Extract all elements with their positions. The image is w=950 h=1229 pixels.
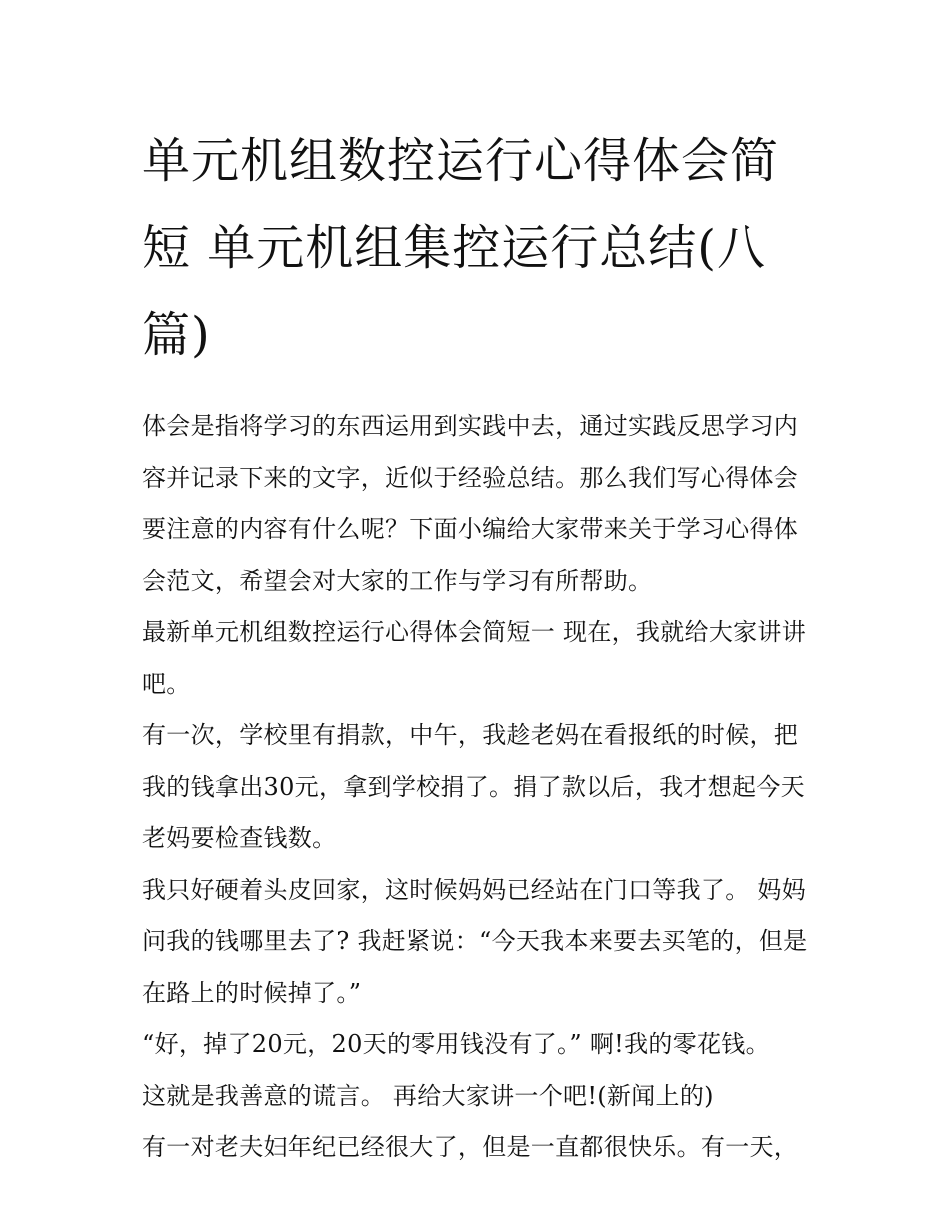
paragraph-white-lie: 这就是我善意的谎言。 再给大家讲一个吧!(新闻上的) [142,1081,714,1110]
paragraph-old-couple: 有一对老夫妇年纪已经很大了，但是一直都很快乐。有一天， [142,1133,799,1161]
paragraph-donation: 有一次，学校里有捐款，中午，我趁老妈在看报纸的时候，把我的钱拿出30元，拿到学校捐了。捐了款以后，我才想起今天老妈要检查钱数。 [142,721,805,852]
document-body [142,118,818,1174]
paragraph-section-heading: 最新单元机组数控运行心得体会简短一 现在，我就给大家讲讲吧。 [142,618,807,698]
paragraph-lost-money: “好，掉了20元，20天的零用钱没有了。” 啊!我的零花钱。 [142,1030,770,1058]
paragraph-mother-question: 我只好硬着头皮回家，这时候妈妈已经站在门口等我了。 妈妈问我的钱哪里去了? 我赶紧说：“今天我本来要去买笔的，但是在路上的时候掉了。” [142,875,808,1007]
paragraph-intro: 体会是指将学习的东西运用到实践中去，通过实践反思学习内容并记录下来的文字，近似于经验总结。那么我们写心得体会要注意的内容有什么呢？下面小编给大家带来关于学习心得体会范文，希望会对大家的工作与学习有所帮助。 [142,412,799,595]
document-title: 单元机组数控运行心得体会简短 单元机组集控运行总结(八篇) [142,133,780,363]
